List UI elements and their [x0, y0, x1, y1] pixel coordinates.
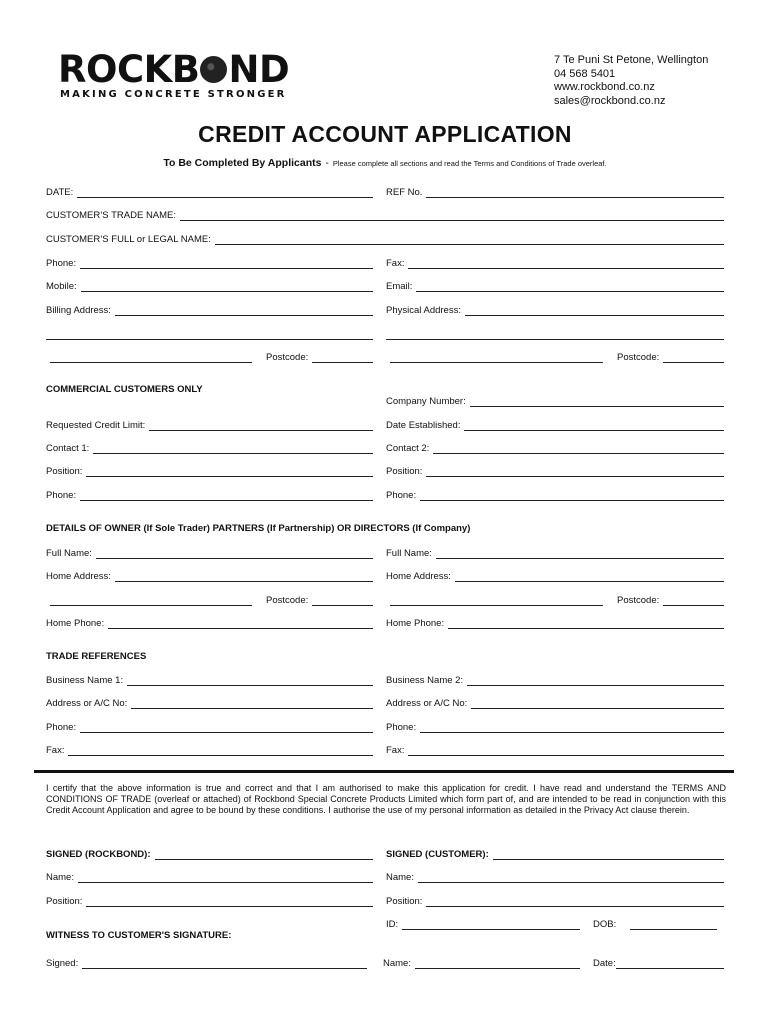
commercial-heading: COMMERCIAL CUSTOMERS ONLY	[46, 384, 203, 395]
rockbond-position-field[interactable]: Position:	[46, 893, 373, 907]
customer-name-field[interactable]: Name:	[386, 869, 724, 883]
logo-ball-icon	[200, 56, 227, 83]
owner-1-home-phone-field[interactable]: Home Phone:	[46, 615, 373, 629]
owner-2-home-address-field[interactable]: Home Address:	[386, 568, 724, 582]
company-website[interactable]: www.rockbond.co.nz	[554, 81, 655, 93]
contact-phone-1-field[interactable]: Phone:	[46, 487, 373, 501]
page-title: CREDIT ACCOUNT APPLICATION	[198, 121, 572, 147]
ref-1-fax-field[interactable]: Fax:	[46, 742, 373, 756]
physical-address-line-2[interactable]	[386, 326, 724, 340]
rockbond-logo: ROCKB ND	[58, 48, 290, 91]
phone-field[interactable]: Phone:	[46, 255, 373, 269]
rockbond-name-field[interactable]: Name:	[46, 869, 373, 883]
fax-field[interactable]: Fax:	[386, 255, 724, 269]
position-1-field[interactable]: Position:	[46, 463, 373, 477]
ref-1-phone-field[interactable]: Phone:	[46, 719, 373, 733]
trade-name-field[interactable]: CUSTOMER’S TRADE NAME:	[46, 207, 724, 221]
contact-phone-2-field[interactable]: Phone:	[386, 487, 724, 501]
date-field[interactable]: DATE:	[46, 184, 373, 198]
company-phone: 04 568 5401	[554, 67, 616, 80]
owner-2-full-name-field[interactable]: Full Name:	[386, 545, 724, 559]
company-address: 7 Te Puni St Petone, Wellington	[554, 54, 709, 66]
business-name-2-field[interactable]: Business Name 2:	[386, 672, 724, 686]
witness-heading: WITNESS TO CUSTOMER'S SIGNATURE:	[46, 930, 232, 941]
billing-address-line-2[interactable]	[46, 326, 373, 340]
trade-references-heading: TRADE REFERENCES	[46, 651, 147, 662]
ref-1-address-field[interactable]: Address or A/C No:	[46, 695, 373, 709]
credit-limit-field[interactable]: Requested Credit Limit:	[46, 417, 373, 431]
contact-2-field[interactable]: Contact 2:	[386, 440, 724, 454]
owner-1-postcode-row[interactable]: Postcode:	[50, 592, 373, 606]
legal-name-field[interactable]: CUSTOMER’S FULL or LEGAL NAME:	[46, 231, 724, 245]
contact-1-field[interactable]: Contact 1:	[46, 440, 373, 454]
ref-2-phone-field[interactable]: Phone:	[386, 719, 724, 733]
billing-address-field[interactable]: Billing Address:	[46, 302, 373, 316]
customer-dob-field[interactable]: DOB:	[593, 916, 717, 930]
date-established-field[interactable]: Date Established:	[386, 417, 724, 431]
witness-name-field[interactable]: Name:	[383, 955, 580, 969]
section-divider	[34, 770, 734, 773]
company-email[interactable]: sales@rockbond.co.nz	[554, 94, 666, 107]
owner-1-full-name-field[interactable]: Full Name:	[46, 545, 373, 559]
subtitle: To Be Completed By Applicants - Please complete all sections and read the Terms and Conditions of Trade overleaf.	[163, 157, 607, 169]
physical-address-field[interactable]: Physical Address:	[386, 302, 724, 316]
witness-signed-field[interactable]: Signed:	[46, 955, 367, 969]
owner-1-home-address-field[interactable]: Home Address:	[46, 568, 373, 582]
customer-position-field[interactable]: Position:	[386, 893, 724, 907]
ref-no-field[interactable]: REF No.	[386, 184, 724, 198]
mobile-field[interactable]: Mobile:	[46, 278, 373, 292]
billing-postcode-row[interactable]: Postcode:	[50, 349, 373, 363]
company-number-field[interactable]: Company Number:	[386, 393, 724, 407]
owners-heading: DETAILS OF OWNER (If Sole Trader) PARTNERS (If Partnership) OR DIRECTORS (If Company)	[46, 523, 471, 534]
owner-2-home-phone-field[interactable]: Home Phone:	[386, 615, 724, 629]
business-name-1-field[interactable]: Business Name 1:	[46, 672, 373, 686]
ref-2-address-field[interactable]: Address or A/C No:	[386, 695, 724, 709]
email-field[interactable]: Email:	[386, 278, 724, 292]
logo-tagline: MAKING CONCRETE STRONGER	[60, 89, 287, 100]
owner-2-postcode-row[interactable]: Postcode:	[390, 592, 724, 606]
physical-postcode-row[interactable]: Postcode:	[390, 349, 724, 363]
signed-rockbond-field[interactable]: SIGNED (ROCKBOND):	[46, 846, 373, 860]
ref-2-fax-field[interactable]: Fax:	[386, 742, 724, 756]
position-2-field[interactable]: Position:	[386, 463, 724, 477]
witness-date-field[interactable]: Date:	[593, 955, 724, 969]
signed-customer-field[interactable]: SIGNED (CUSTOMER):	[386, 846, 724, 860]
customer-id-field[interactable]: ID:	[386, 916, 580, 930]
certification-text: I certify that the above information is true and correct and that I am authorised to make this application for credit. I have read and understand the TERMS AND CONDITIONS OF TRADE (overleaf or attached) of Rockbond Special Concrete Products Limited which form part of, and are intended to be read in conjunction with this Credit Account Application and agree to be bound by these conditions. I authorise the use of my personal information as detailed in the Privacy Act clause therein.	[46, 783, 726, 815]
company-contact-block	[554, 54, 708, 108]
